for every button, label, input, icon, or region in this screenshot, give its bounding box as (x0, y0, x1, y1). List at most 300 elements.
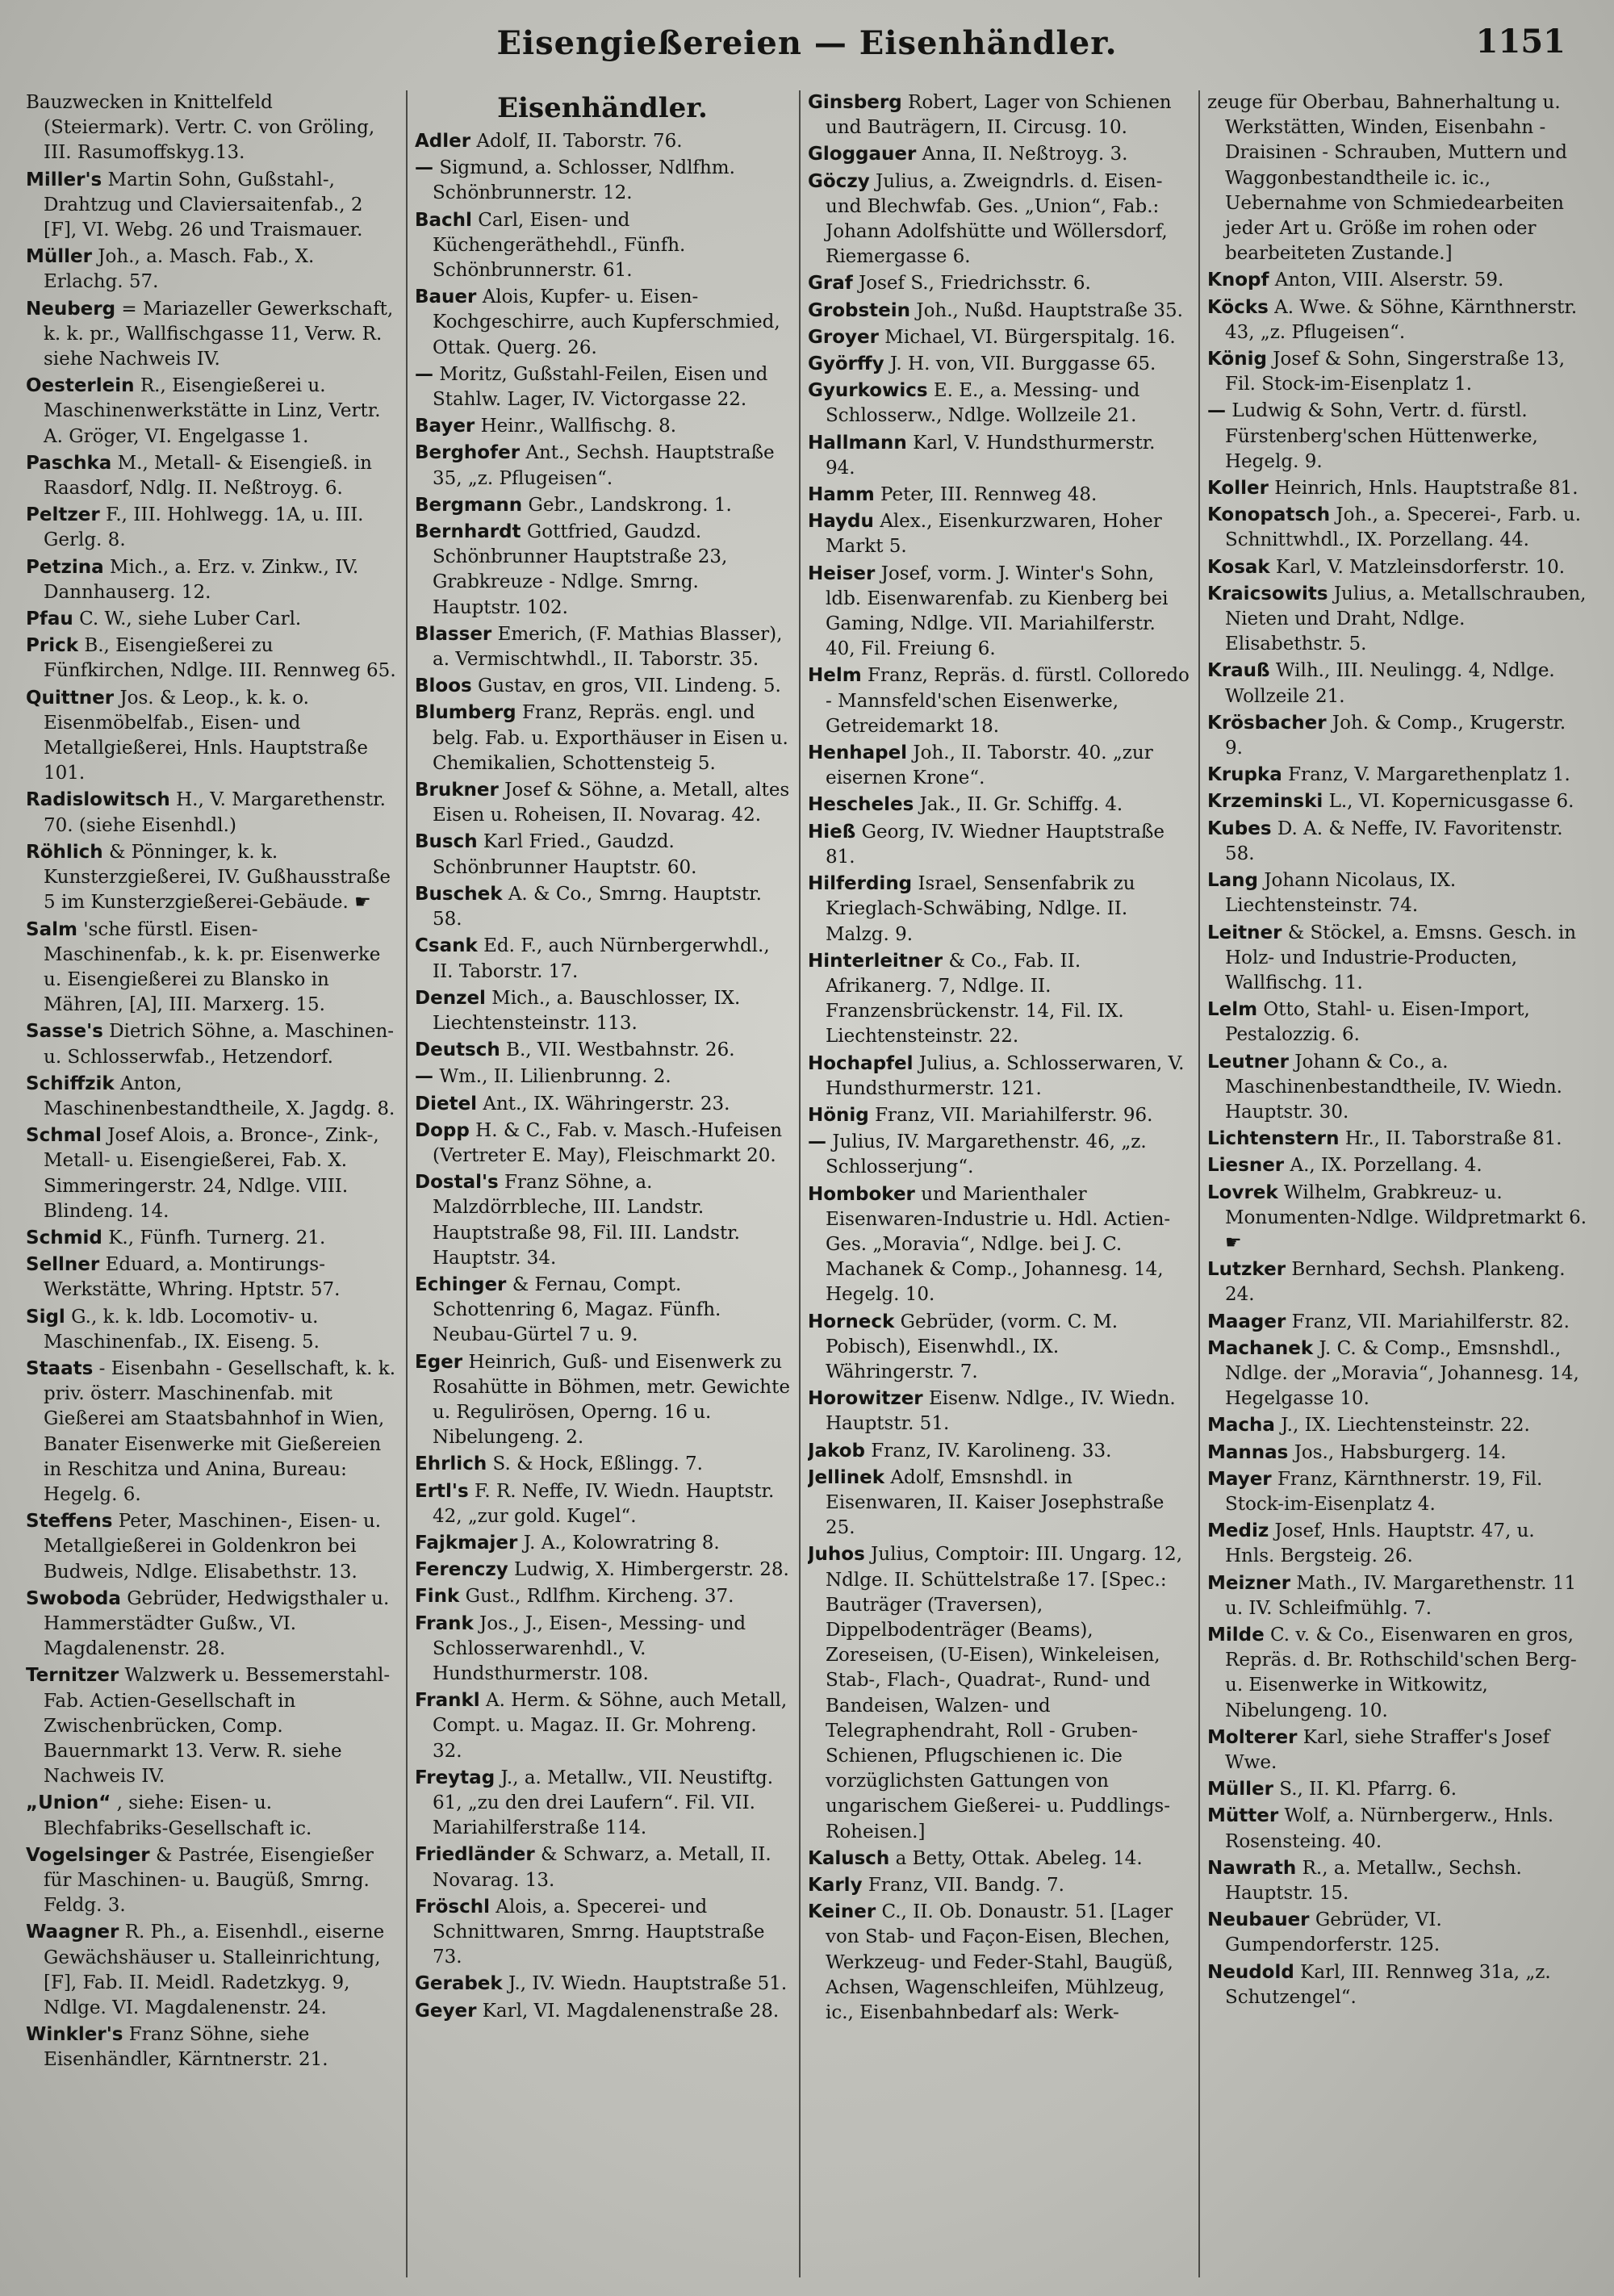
entry-name: Salm (26, 918, 77, 940)
directory-entry (1207, 1856, 1587, 1906)
entry-name: Röhlich (26, 841, 103, 863)
entry-text: Adolf, II. Taborstr. 76. (476, 131, 683, 152)
entry-text: Georg, IV. Wiedner Hauptstraße 81. (826, 821, 1165, 868)
entry-text: Joh. & Comp., Krugerstr. 9. (1225, 712, 1566, 759)
entry-text: Hr., II. Taborstraße 81. (1344, 1128, 1562, 1150)
entry-text: - Eisenbahn - Gesellschaft, k. k. priv. österr. Maschinenfab. mit Gießerei am Staatsbahnhof in Wien, Banater Eisenwerke mit Gießereien in Reschitza und Anina, Bureau: Hegelg. 6. (44, 1357, 396, 1505)
entry-name: — (415, 157, 433, 179)
entry-text: L., VI. Kopernicusgasse 6. (1328, 791, 1574, 813)
entry-name: Hochapfel (808, 1052, 914, 1074)
directory-entry (415, 1350, 790, 1451)
entry-text: Moritz, Gußstahl-Feilen, Eisen und Stahlw. Lager, IV. Victorgasse 22. (433, 363, 768, 411)
entry-text: Jak., II. Gr. Schiffg. 4. (919, 794, 1123, 816)
directory-entry (415, 1688, 790, 1764)
entry-name: Buschek (415, 883, 503, 905)
entry-name: Staats (26, 1357, 94, 1379)
directory-entry (1207, 503, 1587, 553)
entry-text: Karl, III. Rennweg 31a, „z. Schutzengel“. (1225, 1961, 1551, 2008)
directory-entry (1207, 1623, 1587, 1724)
entry-text: J. A., Kolowratring 8. (523, 1532, 720, 1554)
entry-text: Franz, VII. Bandg. 7. (868, 1875, 1064, 1897)
entry-name: Müller (26, 246, 92, 268)
entry-name: Schmid (26, 1227, 102, 1248)
directory-entry (415, 1531, 790, 1556)
directory-entry (1207, 476, 1587, 501)
directory-entry (1207, 997, 1587, 1048)
entry-name: Bauer (415, 286, 477, 308)
entry-name: Meizner (1207, 1572, 1291, 1594)
directory-entry (415, 1479, 790, 1529)
entry-name: Schiffzik (26, 1073, 115, 1094)
entry-name: Echinger (415, 1273, 507, 1295)
entry-name: Dietel (415, 1093, 478, 1115)
entry-name: Machanek (1207, 1337, 1314, 1359)
entry-name: Dopp (415, 1119, 470, 1141)
entry-text: Eduard, a. Montirungs-Werkstätte, Whring. Hptstr. 57. (44, 1254, 341, 1301)
entry-name: Fajkmajer (415, 1532, 518, 1554)
directory-entry (808, 299, 1190, 324)
entry-text: Gust., Rdlfhm. Kircheng. 37. (465, 1586, 734, 1608)
entry-text: Heinrich, Hnls. Hauptstraße 81. (1274, 478, 1578, 500)
entry-text: Franz Söhne, a. Malzdörrbleche, III. Landstr. Hauptstraße 98, Fil. III. Landstr. Hauptstr. 34. (433, 1172, 740, 1269)
directory-entry (26, 1072, 397, 1122)
entry-text: A. Herm. & Söhne, auch Metall, Compt. u. Magaz. II. Gr. Mohreng. 32. (433, 1690, 788, 1762)
directory-entry (415, 674, 790, 699)
entry-name: Steffens (26, 1511, 113, 1533)
entry-text: B., Eisengießerei zu Fünfkirchen, Ndlge. III. Rennweg 65. (44, 635, 396, 682)
directory-entry (26, 1843, 397, 1919)
directory-entry (1207, 711, 1587, 761)
directory-entry (26, 1357, 397, 1508)
directory-entry (1207, 1908, 1587, 1958)
directory-entry (808, 1103, 1190, 1128)
entry-text: Julius, a. Zweigndrls. d. Eisen- und Blechwfab. Ges. „Union“, Fab.: Johann Adolfshütte und Wöllersdorf, Riemergasse 6. (826, 170, 1168, 268)
directory-entry (1207, 295, 1587, 345)
entry-text: Mich., a. Erz. v. Zinkw., IV. Dannhauserg. 12. (44, 556, 359, 603)
entry-name: Lelm (1207, 999, 1258, 1021)
directory-entry (808, 949, 1190, 1050)
directory-entry (1207, 1571, 1587, 1621)
entry-name: Kubes (1207, 818, 1272, 839)
directory-entry (415, 493, 790, 518)
directory-entry (1207, 1441, 1587, 1466)
entry-text: 'sche fürstl. Eisen-Maschinenfab., k. k. pr. Eisenwerke u. Eisengießerei zu Blansko in Mähren, [A], III. Marxerg. 15. (44, 918, 381, 1016)
entry-name: Waagner (26, 1922, 119, 1943)
entry-name: Miller's (26, 169, 102, 190)
entry-name: Dostal's (415, 1172, 499, 1194)
directory-entry (415, 701, 790, 776)
directory-entry (1207, 347, 1587, 397)
directory-entry (26, 918, 397, 1018)
entry-text: F. R. Neffe, IV. Wiedn. Hauptstr. 42, „zur gold. Kugel“. (433, 1480, 775, 1527)
entry-text: Jos., Habsburgerg. 14. (1294, 1441, 1507, 1463)
entry-text: Adolf, Emsnshdl. in Eisenwaren, II. Kaiser Josephstraße 25. (826, 1466, 1165, 1539)
entry-name: Leutner (1207, 1051, 1289, 1073)
entry-text: Jos. & Leop., k. k. o. Eisenmöbelfab., Eisen- und Metallgießerei, Hnls. Hauptstraße 101. (44, 687, 369, 784)
entry-name: Peltzer (26, 504, 100, 526)
directory-entry (415, 1064, 790, 1089)
entry-text: Franz, VII. Mariahilferstr. 82. (1291, 1311, 1570, 1332)
directory-entry (1207, 399, 1587, 475)
directory-entry (415, 362, 790, 412)
directory-entry (1207, 1725, 1587, 1775)
entry-name: Kalusch (808, 1847, 890, 1869)
directory-entry (808, 169, 1190, 270)
entry-text: J. H. von, VII. Burggasse 65. (889, 353, 1156, 375)
entry-text: J. C. & Comp., Emsnshdl., Ndlge. der „Moravia“, Johannesg. 14, Hegelgasse 10. (1225, 1337, 1579, 1410)
entry-name: Paschka (26, 452, 112, 474)
entry-name: Krzeminski (1207, 791, 1323, 813)
entry-text: Alois, a. Specerei- und Schnittwaren, Smrng. Hauptstraße 73. (433, 1896, 765, 1968)
entry-name: Grobstein (808, 299, 911, 321)
entry-text: C. v. & Co., Eisenwaren en gros, Repräs. d. Br. Rothschild'schen Berg- u. Eisenwerke in Witkowitz, Nibelungeng. 10. (1225, 1624, 1577, 1721)
directory-entry (415, 520, 790, 621)
entry-name: Nawrath (1207, 1857, 1297, 1879)
entry-text: Karl, V. Matzleinsdorferstr. 10. (1276, 556, 1566, 578)
entry-name: Oesterlein (26, 375, 135, 397)
column-1 (26, 90, 397, 2277)
directory-entry (1207, 659, 1587, 709)
directory-entry (1207, 1153, 1587, 1178)
entry-name: Friedländer (415, 1844, 535, 1866)
entry-text: J., IV. Wiedn. Hauptstraße 51. (508, 1973, 788, 1995)
entry-name: Mannas (1207, 1441, 1289, 1463)
directory-entry (415, 1038, 790, 1063)
entry-name: Györffy (808, 353, 884, 375)
directory-entry (1207, 1127, 1587, 1152)
entry-text: & Pastrée, Eisengießer für Maschinen- u. Baugüß, Smrng. Feldg. 3. (44, 1844, 374, 1917)
columns-container (26, 90, 1587, 2277)
entry-name: Krauß (1207, 660, 1270, 682)
entry-name: Kosak (1207, 556, 1270, 578)
entry-text: Ed. F., auch Nürnbergerwhdl., II. Taborstr. 17. (433, 935, 770, 982)
entry-text: Alois, Kupfer- u. Eisen-Kochgeschirre, auch Kupferschmied, Ottak. Querg. 26. (433, 286, 780, 358)
entry-text: Anna, II. Neßtroyg. 3. (922, 144, 1128, 165)
directory-entry (1207, 268, 1587, 293)
directory-entry (415, 1842, 790, 1892)
directory-entry (415, 1092, 790, 1117)
directory-entry (1207, 868, 1587, 918)
entry-text: Eisenw. Ndlge., IV. Wiedn. Hauptstr. 51. (826, 1388, 1176, 1435)
directory-entry (26, 1253, 397, 1303)
entry-name: Sigl (26, 1306, 65, 1328)
entry-name: Berghofer (415, 442, 521, 464)
directory-entry (1207, 1257, 1587, 1307)
entry-text: Martin Sohn, Gußstahl-, Drahtzug und Claviersaitenfab., 2 [F], VI. Webg. 26 und Traismauer. (44, 169, 363, 241)
entry-text: Wilh., III. Neulingg. 4, Ndlge. Wollzeile 21. (1225, 660, 1555, 707)
directory-entry (415, 1558, 790, 1583)
entry-name: Macha (1207, 1415, 1275, 1437)
directory-entry (808, 378, 1190, 429)
directory-entry (1207, 1413, 1587, 1438)
directory-entry (415, 622, 790, 672)
entry-text: S., II. Kl. Pfarrg. 6. (1279, 1779, 1457, 1800)
entry-text: Karl, VI. Magdalenenstraße 28. (482, 2000, 780, 2022)
entry-name: Jellinek (808, 1466, 885, 1488)
directory-entry (415, 129, 790, 154)
entry-text: A. Wwe. & Söhne, Kärnthnerstr. 43, „z. Pflugeisen“. (1225, 296, 1578, 343)
entry-text: Franz, IV. Karolineng. 33. (871, 1440, 1112, 1462)
entry-name: Lutzker (1207, 1259, 1286, 1281)
entry-text: Ludwig & Sohn, Vertr. d. fürstl. Fürstenberg'schen Hüttenwerke, Hegelg. 9. (1225, 400, 1538, 472)
directory-entry (1207, 817, 1587, 867)
entry-name: Ginsberg (808, 92, 902, 113)
entry-name: — (415, 1066, 433, 1088)
entry-text: Joh., a. Specerei-, Farb. u. Schnittwhdl., IX. Porzellang. 44. (1225, 504, 1582, 551)
entry-name: Müller (1207, 1779, 1273, 1800)
entry-name: Freytag (415, 1767, 495, 1788)
entry-text: Karl, siehe Straffer's Josef Wwe. (1225, 1726, 1550, 1773)
entry-text: Mich., a. Bauschlosser, IX. Liechtensteinstr. 113. (433, 987, 741, 1034)
entry-name: Neudold (1207, 1961, 1294, 1983)
entry-name: Knopf (1207, 270, 1269, 291)
entry-text: & Fernau, Compt. Schottenring 6, Magaz. Fünfh. Neubau-Gürtel 7 u. 9. (433, 1273, 721, 1346)
directory-entry (415, 1273, 790, 1349)
entry-text: und Marienthaler Eisenwaren-Industrie u. Hdl. Actien-Ges. „Moravia“, Ndlge. bei J. C. Machanek & Comp., Johannesg. 14, Hegelg. 10. (826, 1183, 1171, 1306)
entry-name: Ertl's (415, 1480, 469, 1502)
entry-text: Heinrich, Guß- und Eisenwerk zu Rosahütte in Böhmen, metr. Gewichte u. Regulirösen, Operng. 16 u. Nibelungeng. 2. (433, 1351, 790, 1449)
directory-entry (26, 297, 397, 373)
entry-text: Gottfried, Gaudzd. Schönbrunner Hauptstraße 23, Grabkreuze - Ndlge. Smrng. Hauptstr. 102. (433, 521, 728, 618)
directory-entry (808, 90, 1190, 140)
entry-name: Frankl (415, 1690, 480, 1712)
directory-entry (26, 1226, 397, 1251)
directory-entry (26, 90, 397, 166)
entry-name: Schmal (26, 1125, 102, 1147)
entry-text: Johann & Co., a. Maschinenbestandtheile, IV. Wiedn. Hauptstr. 30. (1225, 1051, 1562, 1123)
entry-name: Kraicsowits (1207, 583, 1328, 604)
entry-text: C., II. Ob. Donaustr. 51. [Lager von Stab- und Façon-Eisen, Blechen, Werkzeug- und Feder-Stahl, Baugüß, Achsen, Wagenschleifen, Mühlzeug, ic., Eisenbahnbedarf als: Werk- (826, 1901, 1173, 2024)
directory-entry (1207, 1804, 1587, 1854)
entry-text: Ludwig, X. Himbergerstr. 28. (514, 1559, 789, 1581)
entry-text: Emerich, (F. Mathias Blasser), a. Vermischtwhdl., II. Taborstr. 35. (433, 623, 783, 671)
entry-text: Franz, VII. Mariahilferstr. 96. (875, 1104, 1153, 1126)
directory-entry (415, 882, 790, 932)
entry-name: Ehrlich (415, 1453, 487, 1475)
entry-name: Maager (1207, 1311, 1286, 1332)
directory-entry (808, 1182, 1190, 1308)
entry-name: — (1207, 400, 1226, 422)
entry-text: Karl, V. Hundsthurmerstr. 94. (826, 432, 1156, 479)
column-rule (1198, 90, 1200, 2277)
entry-text: Karl Fried., Gaudzd. Schönbrunner Hauptstr. 60. (433, 831, 697, 878)
directory-entry (1207, 1310, 1587, 1335)
entry-text: Math., IV. Margarethenstr. 11 u. IV. Schleifmühlg. 7. (1225, 1572, 1577, 1619)
entry-name: Gerabek (415, 1973, 503, 1995)
entry-name: Göczy (808, 170, 870, 192)
directory-entry (808, 663, 1190, 739)
entry-name: Henhapel (808, 742, 908, 764)
entry-name: Mayer (1207, 1468, 1272, 1490)
entry-name: Hilferding (808, 873, 913, 895)
directory-entry (26, 2022, 397, 2072)
entry-name: Gloggauer (808, 144, 917, 165)
entry-name: Graf (808, 273, 853, 295)
entry-text: Anton, VIII. Alserstr. 59. (1274, 270, 1504, 291)
directory-entry (1207, 1050, 1587, 1126)
entry-text: Wm., II. Lilienbrunng. 2. (439, 1066, 671, 1088)
entry-text: Franz, Repräs. engl. und belg. Fab. u. Exporthäuser in Eisen u. Chemikalien, Schottensteig 5. (433, 702, 788, 774)
entry-name: Hamm (808, 484, 875, 506)
entry-name: Bayer (415, 416, 475, 437)
directory-entry (1207, 1467, 1587, 1517)
entry-name: Juhos (808, 1544, 865, 1566)
entry-name: Denzel (415, 987, 486, 1009)
entry-name: Bachl (415, 209, 472, 231)
directory-entry (415, 208, 790, 284)
entry-name: Keiner (808, 1901, 876, 1923)
directory-entry (808, 793, 1190, 818)
entry-text: Sigmund, a. Schlosser, Ndlfhm. Schönbrunnerstr. 12. (433, 157, 735, 204)
entry-text: C. W., siehe Luber Carl. (79, 609, 302, 630)
entry-text: A., IX. Porzellang. 4. (1290, 1155, 1482, 1177)
entry-text: Michael, VI. Bürgerspitalg. 16. (884, 326, 1176, 348)
entry-name: Horneck (808, 1311, 895, 1332)
entry-name: Swoboda (26, 1587, 121, 1609)
directory-entry (26, 1123, 397, 1224)
entry-name: Hallmann (808, 432, 907, 454)
directory-entry (26, 788, 397, 838)
entry-text: F., III. Hohlwegg. 1A, u. III. Gerlg. 8. (44, 504, 364, 551)
directory-entry (1207, 921, 1587, 997)
entry-name: König (1207, 349, 1267, 370)
entry-name: Petzina (26, 556, 104, 578)
entry-text: J., a. Metallw., VII. Neustiftg. 61, „zu den drei Laufern“. Fil. VII. Mariahilferstraße 114. (433, 1767, 774, 1839)
entry-text: Jos., J., Eisen-, Messing- und Schlosserwarenhdl., V. Hundsthurmerstr. 108. (433, 1612, 746, 1684)
entry-name: Köcks (1207, 296, 1269, 318)
entry-name: Bergmann (415, 494, 523, 516)
entry-name: Pfau (26, 609, 73, 630)
entry-name: Mütter (1207, 1805, 1279, 1827)
entry-text: Franz, Repräs. d. fürstl. Colloredo - Mannsfeld'schen Eisenwerke, Getreidemarkt 18. (826, 665, 1190, 737)
directory-entry (415, 1170, 790, 1271)
entry-name: Blasser (415, 623, 492, 645)
directory-entry (808, 741, 1190, 791)
entry-name: Milde (1207, 1624, 1265, 1646)
directory-entry (808, 483, 1190, 508)
entry-text: R., Eisengießerei u. Maschinenwerkstätte in Linz, Vertr. A. Gröger, VI. Engelgasse 1. (44, 375, 381, 447)
directory-entry (26, 503, 397, 553)
entry-text: Josef, Hnls. Hauptstr. 47, u. Hnls. Bergsteig. 26. (1225, 1520, 1535, 1567)
entry-text: zeuge für Oberbau, Bahnerhaltung u. Werkstätten, Winden, Eisenbahn - Draisinen - Schrauben, Muttern und Waggonbestandtheile ic. ic., Uebernahme von Schmiedearbeiten jeder Art u. Größe im rohen oder bearbeiteten Zustande.] (1207, 92, 1567, 265)
entry-text: S. & Hock, Eßlingg. 7. (492, 1453, 703, 1475)
entry-name: Bloos (415, 675, 472, 697)
directory-entry (26, 1509, 397, 1585)
directory-entry (808, 325, 1190, 350)
entry-name: Radislowitsch (26, 789, 170, 811)
directory-entry (415, 830, 790, 880)
entry-name: Liesner (1207, 1155, 1285, 1177)
directory-entry (808, 1130, 1190, 1180)
entry-name: Sasse's (26, 1021, 103, 1043)
directory-entry (1207, 763, 1587, 788)
entry-name: Adler (415, 131, 471, 152)
entry-name: Neubauer (1207, 1909, 1310, 1931)
entry-text: Wilhelm, Grabkreuz- u. Monumenten-Ndlge. Wildpretmarkt 6. ☛ (1225, 1181, 1587, 1253)
directory-entry (415, 778, 790, 828)
entry-text: M., Metall- & Eisengieß. in Raasdorf, Ndlg. II. Neßtroyg. 6. (44, 452, 372, 500)
entry-text: Julius, a. Metallschrauben, Nieten und Draht, Ndlge. Elisabethstr. 5. (1225, 583, 1587, 655)
entry-text: = Mariazeller Gewerkschaft, k. k. pr., Wallfischgasse 11, Verw. R. siehe Nachweis IV. (44, 298, 394, 370)
entry-name: Heiser (808, 562, 876, 584)
entry-text: Josef & Sohn, Singerstraße 13, Fil. Stock-im-Eisenplatz 1. (1225, 349, 1566, 395)
directory-entry (808, 431, 1190, 481)
entry-name: Mediz (1207, 1520, 1269, 1542)
directory-entry (26, 1791, 397, 1841)
entry-name: Frank (415, 1612, 474, 1634)
directory-entry (808, 872, 1190, 947)
directory-entry (808, 1439, 1190, 1464)
directory-entry (26, 555, 397, 605)
entry-name: Hescheles (808, 794, 914, 816)
directory-entry (415, 986, 790, 1036)
entry-text: H. & C., Fab. v. Masch.-Hufeisen (Vertreter E. May), Fleischmarkt 20. (433, 1119, 783, 1166)
directory-entry (26, 607, 397, 632)
entry-text: Franz, V. Margarethenplatz 1. (1288, 764, 1570, 786)
directory-entry (415, 414, 790, 439)
entry-name: Csank (415, 935, 478, 957)
entry-text: Julius, Comptoir: III. Ungarg. 12, Ndlge. II. Schüttelstraße 17. [Spec.: Bauträger (Traversen), Dippelbodenträger (Beams), Zoreseisen, (U-Eisen), Winkeleisen, Stab-, Flach-, Quadrat-, Rund- und Bandeisen, Walzen- und Telegraphendraht, Roll - Gruben-Schienen, Pflugschienen ic. Die vorzüglichsten Gattungen von ungarischem Gießerei- u. Puddlings-Roheisen.] (826, 1544, 1182, 1842)
entry-text: Josef S., Friedrichsstr. 6. (859, 273, 1091, 295)
entry-name: Brukner (415, 780, 499, 801)
entry-name: Horowitzer (808, 1388, 923, 1410)
entry-text: R., a. Metallw., Sechsh. Hauptstr. 15. (1225, 1857, 1522, 1905)
directory-entry (26, 1587, 397, 1662)
entry-text: Joh., a. Masch. Fab., X. Erlachg. 57. (44, 246, 315, 293)
column-3 (808, 90, 1190, 2277)
entry-name: Lovrek (1207, 1181, 1278, 1203)
entry-name: Leitner (1207, 922, 1282, 943)
entry-name: — (415, 363, 433, 385)
entry-text: Walzwerk u. Bessemerstahl-Fab. Actien-Gesellschaft in Zwischenbrücken, Comp. Bauernmarkt 13. Verw. R. siehe Nachweis IV. (44, 1665, 391, 1788)
column-rule (406, 90, 408, 2277)
entry-name: Haydu (808, 511, 874, 533)
entry-text: Josef, vorm. J. Winter's Sohn, ldb. Eisenwarenfab. zu Kienberg bei Gaming, Ndlge. VII. Mariahilferstr. 40, Fil. Freiung 6. (826, 562, 1169, 660)
section-heading: Eisenhändler. (497, 92, 708, 124)
directory-entry (1207, 1519, 1587, 1569)
page-header (0, 15, 1614, 71)
directory-entry (1207, 555, 1587, 580)
directory-entry (415, 285, 790, 361)
directory-entry (26, 1920, 397, 2021)
entry-name: Krupka (1207, 764, 1282, 786)
entry-name: Ternitzer (26, 1665, 119, 1687)
entry-name: Gyurkowics (808, 380, 928, 402)
entry-name: Eger (415, 1351, 463, 1373)
directory-entry (1207, 789, 1587, 814)
entry-name: Prick (26, 635, 79, 657)
directory-entry (415, 1452, 790, 1477)
entry-text: Franz, Kärnthnerstr. 19, Fil. Stock-im-Eisenplatz 4. (1225, 1468, 1543, 1515)
entry-name: — (808, 1131, 826, 1153)
entry-text: , siehe: Eisen- u. Blechfabriks-Gesellschaft ic. (44, 1792, 312, 1839)
entry-name: Busch (415, 831, 478, 853)
running-title: Eisengießereien — Eisenhändler. (496, 24, 1118, 62)
directory-entry (1207, 1336, 1587, 1412)
directory-entry (808, 142, 1190, 167)
directory-entry (415, 1999, 790, 2024)
entry-text: D. A. & Neffe, IV. Favoritenstr. 58. (1225, 818, 1563, 864)
directory-entry (808, 1466, 1190, 1541)
entry-text: Peter, Maschinen-, Eisen- u. Metallgießerei in Goldenkron bei Budweis, Ndlge. Elisabethstr. 13. (44, 1511, 382, 1583)
directory-entry (808, 1846, 1190, 1872)
entry-name: Konopatsch (1207, 504, 1331, 526)
entry-text: Gebrüder, Hedwigsthaler u. Hammerstädter Gußw., VI. Magdalenenstr. 28. (44, 1587, 390, 1660)
entry-text: Bernhard, Sechsh. Plankeng. 24. (1225, 1259, 1566, 1306)
directory-entry (808, 352, 1190, 377)
directory-entry (808, 1310, 1190, 1386)
directory-entry (415, 1584, 790, 1609)
